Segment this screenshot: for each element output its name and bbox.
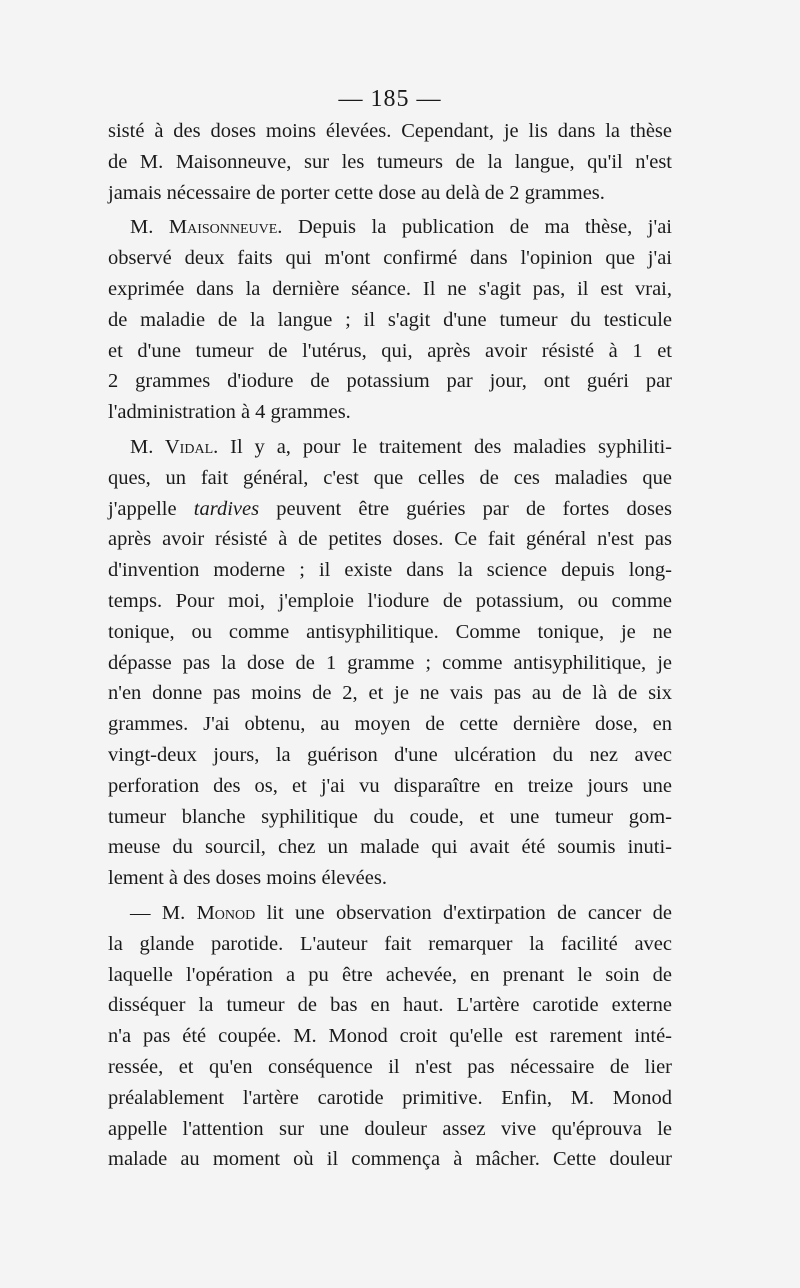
text-line: disséquer la tumeur de bas en haut. L'artère carotide externe [108, 994, 672, 1017]
text-line [108, 212, 672, 243]
text-line: temps. Pour moi, j'emploie l'iodure de potassium, ou comme [108, 589, 672, 612]
text-line [108, 432, 672, 463]
text-line: préalablement l'artère carotide primitive. Enfin, M. Monod [108, 1086, 672, 1109]
text-line: de M. Maisonneuve, sur les tumeurs de la langue, qu'il n'est [108, 150, 672, 173]
text-line: ques, un fait général, c'est que celles de ces maladies que [108, 466, 672, 489]
speaker-name: M. Maisonneuve. [130, 216, 283, 239]
text-line: et d'une tumeur de l'utérus, qui, après avoir résisté à 1 et [108, 339, 672, 362]
text-segment: — [130, 901, 162, 924]
text-line: vingt-deux jours, la guérison d'une ulcération du nez avec [108, 743, 672, 766]
text-line: n'en donne pas moins de 2, et je ne vais pas au de là de six [108, 682, 672, 705]
text-segment: j'appelle [108, 497, 194, 520]
text-line [108, 898, 672, 929]
text-line: meuse du sourcil, chez un malade qui avait été soumis inuti- [108, 836, 672, 859]
text-line: 2 grammes d'iodure de potassium par jour, ont guéri par [108, 370, 672, 393]
paragraph-maisonneuve [108, 212, 672, 428]
text-line: après avoir résisté à de petites doses. Ce fait général n'est pas [108, 528, 672, 551]
speaker-name: M. Monod [161, 901, 256, 924]
paragraph-monod [108, 898, 672, 1175]
text-line: n'a pas été coupée. M. Monod croit qu'elle est rarement inté- [108, 1025, 672, 1048]
text-line: sisté à des doses moins élevées. Cependant, je lis dans la thèse [108, 120, 672, 142]
text-line: laquelle l'opération a pu être achevée, en prenant le soin de [108, 963, 672, 986]
text-line: jamais nécessaire de porter cette dose au delà de 2 grammes. [108, 181, 605, 204]
text-line: lement à des doses moins élevées. [108, 867, 387, 890]
text-segment: peuvent être guéries par de fortes doses [259, 497, 672, 520]
text-line: tumeur blanche syphilitique du coude, et une tumeur gom- [108, 805, 672, 828]
italic-term: tardives [193, 497, 260, 520]
paragraph-vidal [108, 432, 672, 894]
book-page [108, 84, 672, 1244]
text-line: grammes. J'ai obtenu, au moyen de cette dernière dose, en [108, 713, 672, 736]
text-line: ressée, et qu'en conséquence il n'est pas nécessaire de lier [108, 1055, 672, 1078]
text-line: perforation des os, et j'ai vu disparaître en treize jours une [108, 774, 672, 797]
text-line [108, 494, 672, 525]
text-line: observé deux faits qui m'ont confirmé dans l'opinion que j'ai [108, 247, 672, 270]
text-segment: lit une observation d'extirpation de cancer de [255, 901, 673, 924]
speaker-name: M. Vidal. [130, 435, 219, 458]
text-line: malade au moment où il commença à mâcher. Cette douleur [108, 1148, 672, 1171]
text-line: dépasse pas la dose de 1 gramme ; comme antisyphilitique, je [108, 651, 672, 674]
paragraph-continuation [108, 116, 672, 208]
text-line: tonique, ou comme antisyphilitique. Comme tonique, je ne [108, 620, 672, 643]
text-segment: Il y a, pour le traitement des maladies syphiliti- [218, 435, 672, 458]
text-segment: Depuis la publication de ma thèse, j'ai [282, 216, 672, 239]
text-line: exprimée dans la dernière séance. Il ne s'agit pas, il est vrai, [108, 277, 672, 300]
text-line: appelle l'attention sur une douleur assez vive qu'éprouva le [108, 1117, 672, 1140]
text-line: la glande parotide. L'auteur fait remarquer la facilité avec [108, 932, 672, 955]
text-line: l'administration à 4 grammes. [108, 401, 351, 424]
text-line: de maladie de la langue ; il s'agit d'une tumeur du testicule [108, 308, 672, 331]
text-line: d'invention moderne ; il existe dans la science depuis long- [108, 559, 672, 582]
page-number: — 185 — [338, 86, 442, 112]
